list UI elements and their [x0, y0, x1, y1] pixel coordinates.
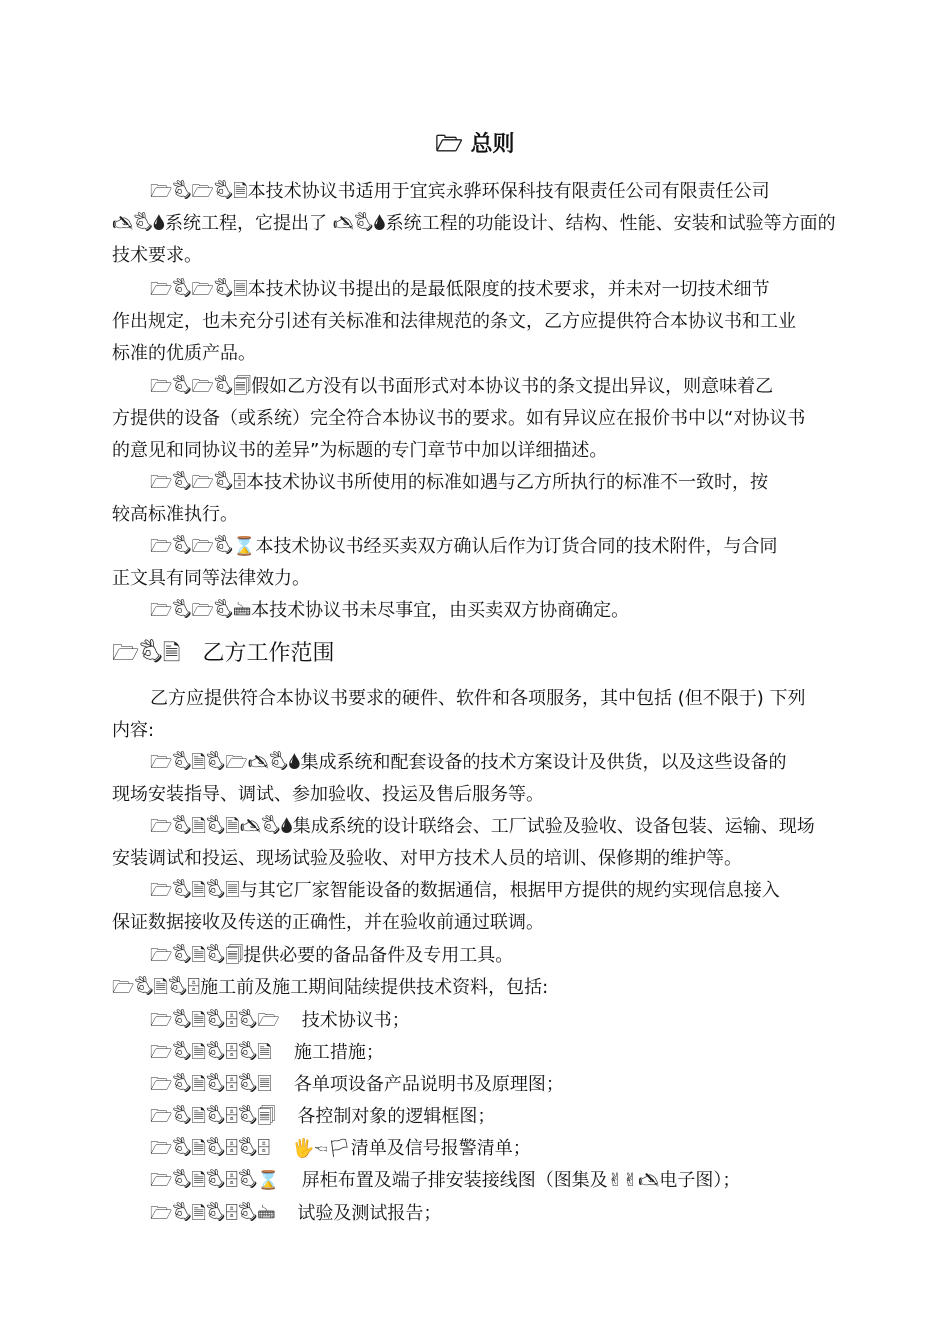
doc-item-6	[150, 1165, 740, 1197]
wingdings-marker-icon: 🗁🖏🗎🖏🗐	[150, 945, 244, 966]
wingdings-marker-icon: 🗁🖏🗎🖏🗄🖏🗎	[150, 1042, 272, 1063]
wingdings-marker-icon: 🗁🖏🗎🖏🗄🖏⌛	[150, 1170, 280, 1191]
wingdings-marker-icon: 🗁🖏🗎🖏🗎🖎🖏🌢	[150, 816, 293, 837]
paragraph-1-3	[150, 371, 773, 403]
wingdings-marker-icon: 🖎🖏🌢	[112, 213, 165, 234]
paragraph-1-1-line3: 技术要求。	[112, 245, 202, 266]
list-item-text: 电子图）；	[659, 1170, 741, 1191]
list-item-text: 屏柜布置及端子排安装接线图（图集及	[301, 1170, 608, 1191]
scope-item-1	[150, 747, 787, 779]
paragraph-1-2-line3: 标准的优质产品。	[112, 343, 256, 364]
wingdings-marker-icon: 🗁🖏🗁🖏🗎	[150, 181, 248, 202]
scope-item-2-line2: 安装调试和投运、现场试验及验收、对甲方技术人员的培训、保修期的维护等。	[112, 848, 742, 869]
paragraph-1-4-line2: 较高标准执行。	[112, 504, 238, 525]
wingdings-marker-icon: 🗁🖏🗁🖏🖮	[150, 600, 252, 621]
scope-intro: 乙方应提供符合本协议书要求的硬件、软件和各项服务，其中包括 (但不限于) 下列	[150, 688, 806, 709]
paragraph-text: 假如乙方没有以书面形式对本协议书的条文提出异议，则意味着乙	[251, 376, 774, 397]
list-item-text: 各控制对象的逻辑框图；	[297, 1106, 496, 1127]
wingdings-marker-icon: 🗁🖏🗎🖏🗏	[150, 880, 240, 901]
wingdings-marker-icon: 🗁🖏🗎🖏🗄🖏🗁	[150, 1010, 280, 1031]
paragraph-text: 系统工程，它提出了	[164, 213, 327, 234]
paragraph-1-3-line3: 的意见和同协议书的差异”为标题的专门章节中加以详细描述。	[112, 440, 608, 461]
wingdings-marker-icon: 🗁🖏🗎🖏🗄🖏🗄	[150, 1138, 271, 1159]
paragraph-1-6	[150, 595, 629, 627]
wingdings-marker-icon: 🖎🖏🌢	[332, 213, 386, 234]
wingdings-marker-icon: 🗁🖏🗁🖏🗐	[150, 376, 252, 397]
wingdings-marker-icon: 🗁🖏🗁🖏🗄	[150, 472, 246, 493]
scope-item-3	[150, 875, 780, 907]
paragraph-1-1	[112, 176, 838, 208]
list-item-text: 各单项设备产品说明书及原理图；	[293, 1074, 564, 1095]
wingdings-inline-icon: ✌✌🖎	[607, 1170, 660, 1191]
doc-item-3	[150, 1069, 564, 1101]
scope-intro-line2: 内容:	[112, 720, 155, 741]
scope-item-4	[150, 940, 513, 972]
paragraph-1-3-line2: 方提供的设备（或系统）完全符合本协议书的要求。如有异议应在报价书中以“对协议书	[112, 408, 806, 429]
paragraph-text: 本技术协议书适用于宜宾永骅环保科技有限责任公司有限责任公司	[247, 181, 770, 202]
paragraph-text: 本技术协议书所使用的标准如遇与乙方所执行的标准不一致时，按	[245, 472, 768, 493]
wingdings-marker-icon: 🗁🖏🗎🖏🗄🖏🖮	[150, 1203, 276, 1224]
doc-item-4	[150, 1101, 495, 1133]
folder-icon: 🗁	[435, 132, 463, 157]
wingdings-marker-icon: 🗁🖏🗎🖏🗄🖏🗐	[150, 1106, 276, 1127]
list-item-text: 试验及测试报告；	[297, 1203, 442, 1224]
section-heading-text: 乙方工作范围	[202, 641, 335, 666]
doc-item-5	[150, 1133, 531, 1165]
paragraph-text: 集成系统的设计联络会、工厂试验及验收、设备包装、运输、现场	[292, 816, 815, 837]
list-item-text: 技术协议书；	[301, 1010, 410, 1031]
scope-item-5	[112, 972, 548, 1004]
wingdings-marker-icon: 🗁🖏🗎🖏🗄	[112, 977, 201, 998]
paragraph-text: 施工前及施工期间陆续提供技术资料，包括:	[200, 977, 549, 998]
wingdings-marker-icon: 🗁🖏🗁🖏🗏	[150, 279, 248, 300]
paragraph-text: 本技术协议书未尽事宜，由买卖双方协商确定。	[251, 600, 630, 621]
paragraph-text: 本技术协议书提出的是最低限度的技术要求，并未对一切技术细节	[247, 279, 770, 300]
paragraph-1-1-line2	[112, 208, 836, 240]
section-heading-2	[112, 636, 335, 672]
wingdings-marker-icon: 🗁🖏🗎🖏🗄🖏🗏	[150, 1074, 272, 1095]
wingdings-marker-icon: 🗁🖏🗁🖏⌛	[150, 536, 256, 557]
paragraph-1-2	[150, 274, 770, 306]
paragraph-1-2-line2: 作出规定，也未充分引述有关标准和法律规范的条文，乙方应提供符合本协议书和工业	[112, 311, 796, 332]
title-text: 总则	[470, 132, 515, 157]
paragraph-text: 与其它厂家智能设备的数据通信，根据甲方提供的规约实现信息接入	[239, 880, 780, 901]
paragraph-text: 提供必要的备品备件及专用工具。	[243, 945, 514, 966]
list-item-text: 清单及信号报警清单；	[350, 1138, 531, 1159]
scope-item-3-line2: 保证数据接收及传送的正确性，并在验收前通过联调。	[112, 912, 544, 933]
paragraph-text: 集成系统和配套设备的技术方案设计及供货，以及这些设备的	[300, 752, 787, 773]
paragraph-1-5-line2: 正文具有同等法律效力。	[112, 568, 310, 589]
paragraph-1-5	[150, 531, 778, 563]
scope-item-2	[150, 811, 815, 843]
paragraph-text: 本技术协议书经买卖双方确认后作为订货合同的技术附件，与合同	[255, 536, 778, 557]
wingdings-marker-icon: 🗁🖏🗎	[112, 641, 181, 666]
doc-item-1	[150, 1005, 410, 1037]
list-item-text: 施工措施；	[293, 1042, 384, 1063]
paragraph-text: 系统工程的功能设计、结构、性能、安装和试验等方面的	[385, 213, 836, 234]
doc-item-7	[150, 1198, 441, 1230]
paragraph-1-4	[150, 467, 768, 499]
page-title	[0, 128, 950, 162]
wingdings-inline-icon: 🖐🖘🏳	[292, 1138, 351, 1159]
scope-item-1-line2: 现场安装指导、调试、参加验收、投运及售后服务等。	[112, 784, 544, 805]
doc-item-2	[150, 1037, 384, 1069]
wingdings-marker-icon: 🗁🖏🗎🖏🗁🖎🖏🌢	[150, 752, 301, 773]
